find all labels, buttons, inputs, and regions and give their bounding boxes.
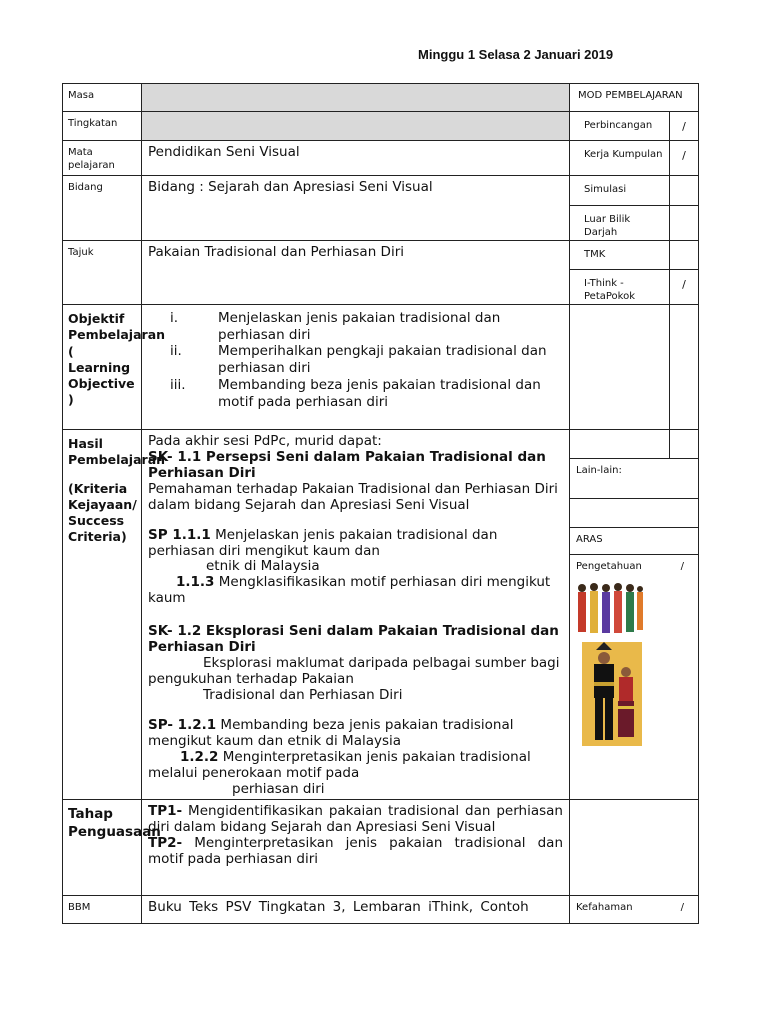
lesson-plan-table (62, 83, 699, 924)
side-panel-hasil (570, 430, 699, 800)
kefahaman-mark: / (680, 902, 684, 913)
sp3: SP- 1.2.1 Membanding beza jenis pakaian tradisional mengikut kaum dan etnik di Malaysia (148, 716, 514, 749)
sk1-text: Pemahaman terhadap Pakaian Tradisional dan Perhiasan Diri dalam bidang Sejarah dan Apresiasi Seni Visual (148, 480, 558, 513)
objective-list (148, 310, 563, 410)
row-hasil (63, 430, 699, 800)
objektif-content (142, 305, 570, 430)
label-tajuk: Tajuk (63, 241, 142, 305)
mod-mark-perbincangan: / (670, 112, 699, 141)
hasil-label-main: Hasil Pembelajaran (68, 436, 166, 468)
kefahaman-label: Kefahaman (576, 902, 633, 913)
sp1: SP 1.1.1 Menjelaskan jenis pakaian tradisional dan perhiasan diri mengikut kaum dan (148, 526, 498, 559)
mod-mark-ithink: / (670, 270, 699, 305)
sp4: 1.2.2 Menginterpretasikan jenis pakaian tradisional melalui penerokaan motif pada (148, 748, 531, 781)
pengetahuan-mark: / (680, 561, 684, 572)
mod-header: MOD PEMBELAJARAN (570, 84, 699, 112)
sk2-cont: Tradisional dan Perhiasan Diri (203, 686, 403, 703)
row-bidang (63, 176, 699, 206)
page-date-heading: Minggu 1 Selasa 2 Januari 2019 (418, 47, 614, 62)
sp4-cont: perhiasan diri (232, 780, 325, 797)
aras-header: ARAS (570, 528, 698, 555)
value-tajuk: Pakaian Tradisional dan Perhiasan Diri (142, 241, 570, 305)
value-bbm: Buku Teks PSV Tingkatan 3, Lembaran iThink, Contoh (142, 896, 570, 924)
hasil-content (142, 430, 570, 800)
mod-label-luar-bilik-darjah: Luar Bilik Darjah (570, 206, 670, 241)
list-item: i. Menjelaskan jenis pakaian tradisional dan perhiasan diri (170, 310, 501, 343)
mod-label-ithink: I-Think - PetaPokok (570, 270, 670, 305)
value-masa (142, 84, 570, 112)
label-objektif: Objektif Pembelajaran ( Learning Objective ) (63, 305, 142, 430)
label-hasil (63, 430, 166, 800)
traditional-costumes-group-image (574, 580, 644, 636)
mod-mark-kerja-kumpulan: / (670, 141, 699, 176)
row-masa (63, 84, 699, 112)
sp1-cont: etnik di Malaysia (206, 558, 320, 575)
sp2: 1.1.3 Mengklasifikasikan motif perhiasan diri mengikut kaum (148, 574, 551, 607)
mod-label-tmk: TMK (570, 241, 670, 270)
hasil-intro: Pada akhir sesi PdPc, murid dapat: (148, 433, 382, 449)
aras-kefahaman (570, 896, 698, 913)
list-item: ii. Memperihalkan pengkaji pakaian tradisional dan perhiasan diri (170, 343, 547, 377)
ethnic-costume-couple-image (582, 642, 642, 746)
list-item: iii. Membanding beza jenis pakaian tradisional dan motif pada perhiasan diri (170, 376, 541, 410)
sk1-title: SK- 1.1 Persepsi Seni dalam Pakaian Tradisional dan Perhiasan Diri (148, 448, 546, 481)
label-bidang: Bidang (63, 176, 142, 241)
hasil-label-criteria: (Kriteria Kejayaan/ Success Criteria) (68, 480, 137, 545)
label-tahap: Tahap Penguasaan (63, 800, 142, 896)
label-bbm: BBM (63, 896, 142, 924)
row-bbm (63, 896, 699, 924)
tahap-content (142, 800, 570, 896)
mod-mark-tmk (670, 241, 699, 270)
lain-lain-label: Lain-lain: (570, 459, 698, 499)
value-tingkatan (142, 112, 570, 141)
value-bidang: Bidang : Sejarah dan Apresiasi Seni Visual (142, 176, 570, 241)
label-mata-pelajaran: Mata pelajaran (63, 141, 142, 176)
row-tajuk (63, 241, 699, 270)
mod-label-kerja-kumpulan: Kerja Kumpulan (570, 141, 670, 176)
mod-mark-luar-bilik-darjah (670, 206, 699, 241)
row-objektif (63, 305, 699, 430)
mod-mark-simulasi (670, 176, 699, 206)
label-masa: Masa (63, 84, 142, 112)
label-tingkatan: Tingkatan (63, 112, 142, 141)
row-tingkatan (63, 112, 699, 141)
row-tahap (63, 800, 699, 896)
mod-label-simulasi: Simulasi (570, 176, 670, 206)
mod-label-perbincangan: Perbincangan (570, 112, 670, 141)
aras-pengetahuan (570, 555, 698, 572)
sk2-text: Eksplorasi maklumat daripada pelbagai sumber bagi pengukuhan terhadap Pakaian (148, 655, 560, 687)
tp1: TP1- Mengidentifikasikan pakaian tradisional dan perhiasan diri dalam bidang Sejarah dan Apresiasi Seni Visual (148, 803, 563, 835)
pengetahuan-label: Pengetahuan (576, 561, 642, 572)
row-mata-pelajaran (63, 141, 699, 176)
sk2-title: SK- 1.2 Eksplorasi Seni dalam Pakaian Tradisional dan Perhiasan Diri (148, 623, 559, 656)
value-mata-pelajaran: Pendidikan Seni Visual (142, 141, 570, 176)
tp2: TP2- Menginterpretasikan jenis pakaian tradisional dan motif pada perhiasan diri (148, 834, 564, 867)
